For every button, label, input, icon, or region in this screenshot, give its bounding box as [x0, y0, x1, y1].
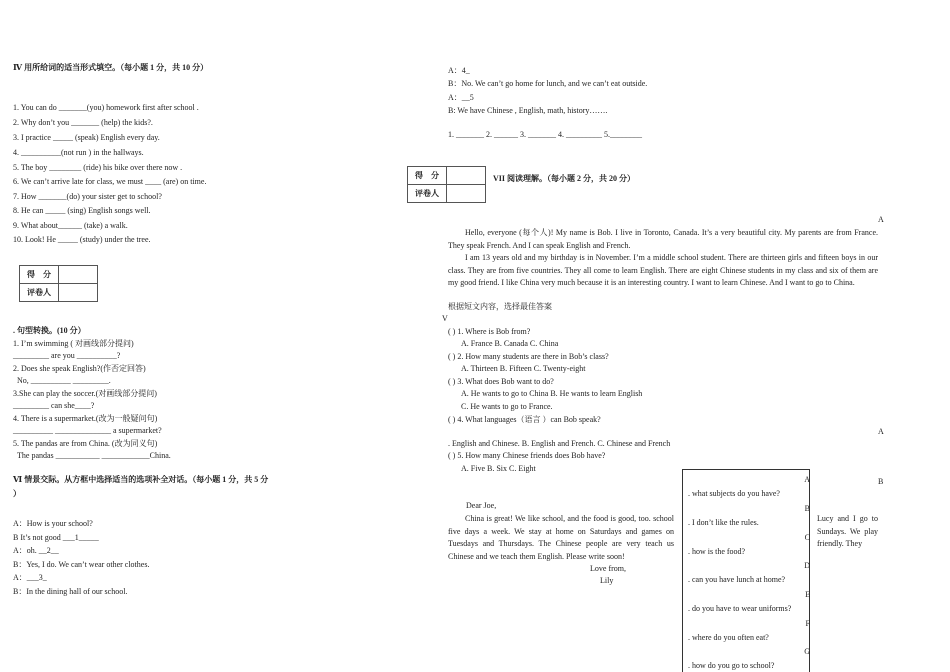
dialog-line: A：___3_ [13, 573, 47, 582]
score-table-right [407, 166, 486, 203]
s4-item: 1. You can do _______(you) homework first after school . [13, 103, 199, 112]
question-line: ( ) 1. Where is Bob from? [448, 327, 531, 336]
question-line: ( ) 4. What languages（语言 ）can Bob speak? [448, 415, 601, 424]
question-line: ( ) 5. How many Chinese friends does Bob have? [448, 451, 606, 460]
option-line: A. Five B. Six C. Eight [461, 464, 536, 473]
letter-greeting: Dear Joe, [466, 501, 497, 510]
section-6-title-close: ） [13, 489, 21, 498]
option-text: . I don’t like the rules. [688, 518, 759, 527]
dialog-line: B：In the dining hall of our school. [13, 587, 128, 596]
v-mark: V [442, 314, 448, 323]
option-letter: G [804, 647, 810, 656]
answer-line: 1. _______ 2. ______ 3. _______ 4. _________ 5.________ [448, 130, 642, 139]
s4-item: 5. The boy ________ (ride) his bike over there now . [13, 163, 183, 172]
dialog-line: B：No. We can’t go home for lunch, and we can’t eat outside. [448, 79, 648, 88]
dialog-line: B It’s not good ___1_____ [13, 533, 99, 542]
grader-label: 评卷人 [408, 185, 447, 203]
section-5-title: . 句型转换。(10 分） [13, 326, 86, 335]
reading-instruction: 根据短文内容，选择最佳答案 [448, 302, 552, 311]
option-letter: E [805, 590, 810, 599]
score-label: 得 分 [408, 167, 447, 185]
s5-line: 2. Does she speak English?(作否定回答) [13, 364, 146, 373]
dialog-line: B: We have Chinese , English, math, history……. [448, 106, 608, 115]
s5-line: _________ are you __________? [13, 351, 121, 360]
option-line: A. Thirteen B. Fifteen C. Twenty-eight [461, 364, 586, 373]
section-7-title: VII 阅读理解。（每小题 2 分，共 20 分） [493, 174, 636, 183]
section-4-title: Ⅳ 用所给词的适当形式填空。（每小题 1 分，共 10 分） [13, 63, 209, 72]
s4-item: 7. How _______(do) your sister get to school? [13, 192, 162, 201]
option-text: . how do you go to school? [688, 661, 775, 670]
s5-line: 5. The pandas are from China. (改为同义句) [13, 439, 158, 448]
score-cell[interactable] [59, 266, 98, 284]
option-letter: C [804, 533, 810, 542]
option-line: A. He wants to go to China B. He wants to learn English [461, 389, 643, 398]
option-text: . how is the food? [688, 547, 746, 556]
s4-item: 10. Look! He _____ (study) under the tree. [13, 235, 151, 244]
passage-a-label: A [878, 215, 884, 224]
option-letter: B [804, 504, 810, 513]
options-box [682, 469, 810, 672]
letter-closing: Love from, [590, 564, 626, 573]
s5-line: No, __________ _________. [17, 376, 111, 385]
passage-a-paragraph: I am 13 years old and my birthday is in November. I’m a middle school student. There are thirteen girls and fifteen boys in our class. They are from five countries. They all come to learn English. There are eight Chinese students in my class and six of them are my good friend. I like China very much because it is an interesting country. I want to learn Chinese. And I want to go to China. [448, 253, 878, 287]
score-cell[interactable] [447, 167, 486, 185]
s4-item: 3. I practice _____ (speak) English every day. [13, 133, 160, 142]
s5-line: The pandas ___________ ____________China. [17, 451, 171, 460]
s4-item: 9. What about______ (take) a walk. [13, 221, 128, 230]
s5-line: 3.She can play the soccer.(对画线部分提问) [13, 389, 157, 398]
s4-item: 2. Why don’t you _______ (help) the kids?. [13, 118, 153, 127]
letter-signature: Lily [600, 576, 614, 585]
passage-b-label: B [878, 477, 884, 486]
s5-line: 1. I’m swimming ( 对画线部分提问) [13, 339, 134, 348]
s5-line: __________ ______________ a supermarket? [13, 426, 162, 435]
side-text: Lucy and I go to Sundays. We play friendly. They [817, 514, 878, 548]
option-letter: D [804, 561, 810, 570]
s4-item: 8. He can _____ (sing) English songs well. [13, 206, 151, 215]
letter-body-block [448, 513, 674, 563]
dialog-line: A：4_ [448, 66, 470, 75]
option-text: . can you have lunch at home? [688, 575, 786, 584]
option-text: . where do you often eat? [688, 633, 769, 642]
grader-label: 评卷人 [20, 284, 59, 302]
dialog-line: B：Yes, I do. We can’t wear other clothes. [13, 560, 150, 569]
s5-line: 4. There is a supermarket.(改为一般疑问句) [13, 414, 158, 423]
question-line: ( ) 2. How many students are there in Bob’s class? [448, 352, 609, 361]
question-line: ( ) 3. What does Bob want to do? [448, 377, 554, 386]
dialog-line: A：__5 [448, 93, 474, 102]
option-text: . what subjects do you have? [688, 489, 780, 498]
grader-cell[interactable] [59, 284, 98, 302]
passage-a-paragraph: Hello, everyone (每个人)! My name is Bob. I live in Toronto, Canada. It’s a very beautiful city. My parents are from France. They speak French. And I can speak English and French. [448, 228, 878, 250]
grader-cell[interactable] [447, 185, 486, 203]
option-letter: A [804, 475, 810, 484]
passage-a-label-2: A [878, 427, 884, 436]
score-table-left [19, 265, 98, 302]
dialog-line: A：oh. __2__ [13, 546, 59, 555]
passage-a [448, 227, 878, 290]
dialog-line: A：How is your school? [13, 519, 93, 528]
s4-item: 4. __________(not run ) in the hallways. [13, 148, 144, 157]
s4-item: 6. We can’t arrive late for class, we must ____ (are) on time. [13, 177, 207, 186]
option-line: . English and Chinese. B. English and French. C. Chinese and French [448, 439, 671, 448]
option-line: A. France B. Canada C. China [461, 339, 559, 348]
option-line: C. He wants to go to France. [461, 402, 553, 411]
letter-body: China is great! We like school, and the food is good, too. school five days a week. We stay at home on Saturdays and games on Tuesdays and Thursdays. The Chinese people are very teach us Chinese and we teach them English. Please write soon! [448, 514, 674, 561]
section-6-title: Ⅵ 情景交际。从方框中选择适当的选项补全对话。（每小题 1 分，共 5 分 [13, 475, 269, 484]
score-label: 得 分 [20, 266, 59, 284]
option-text: . do you have to wear uniforms? [688, 604, 792, 613]
s5-line: _________ can she____? [13, 401, 95, 410]
option-letter: F [805, 619, 810, 628]
